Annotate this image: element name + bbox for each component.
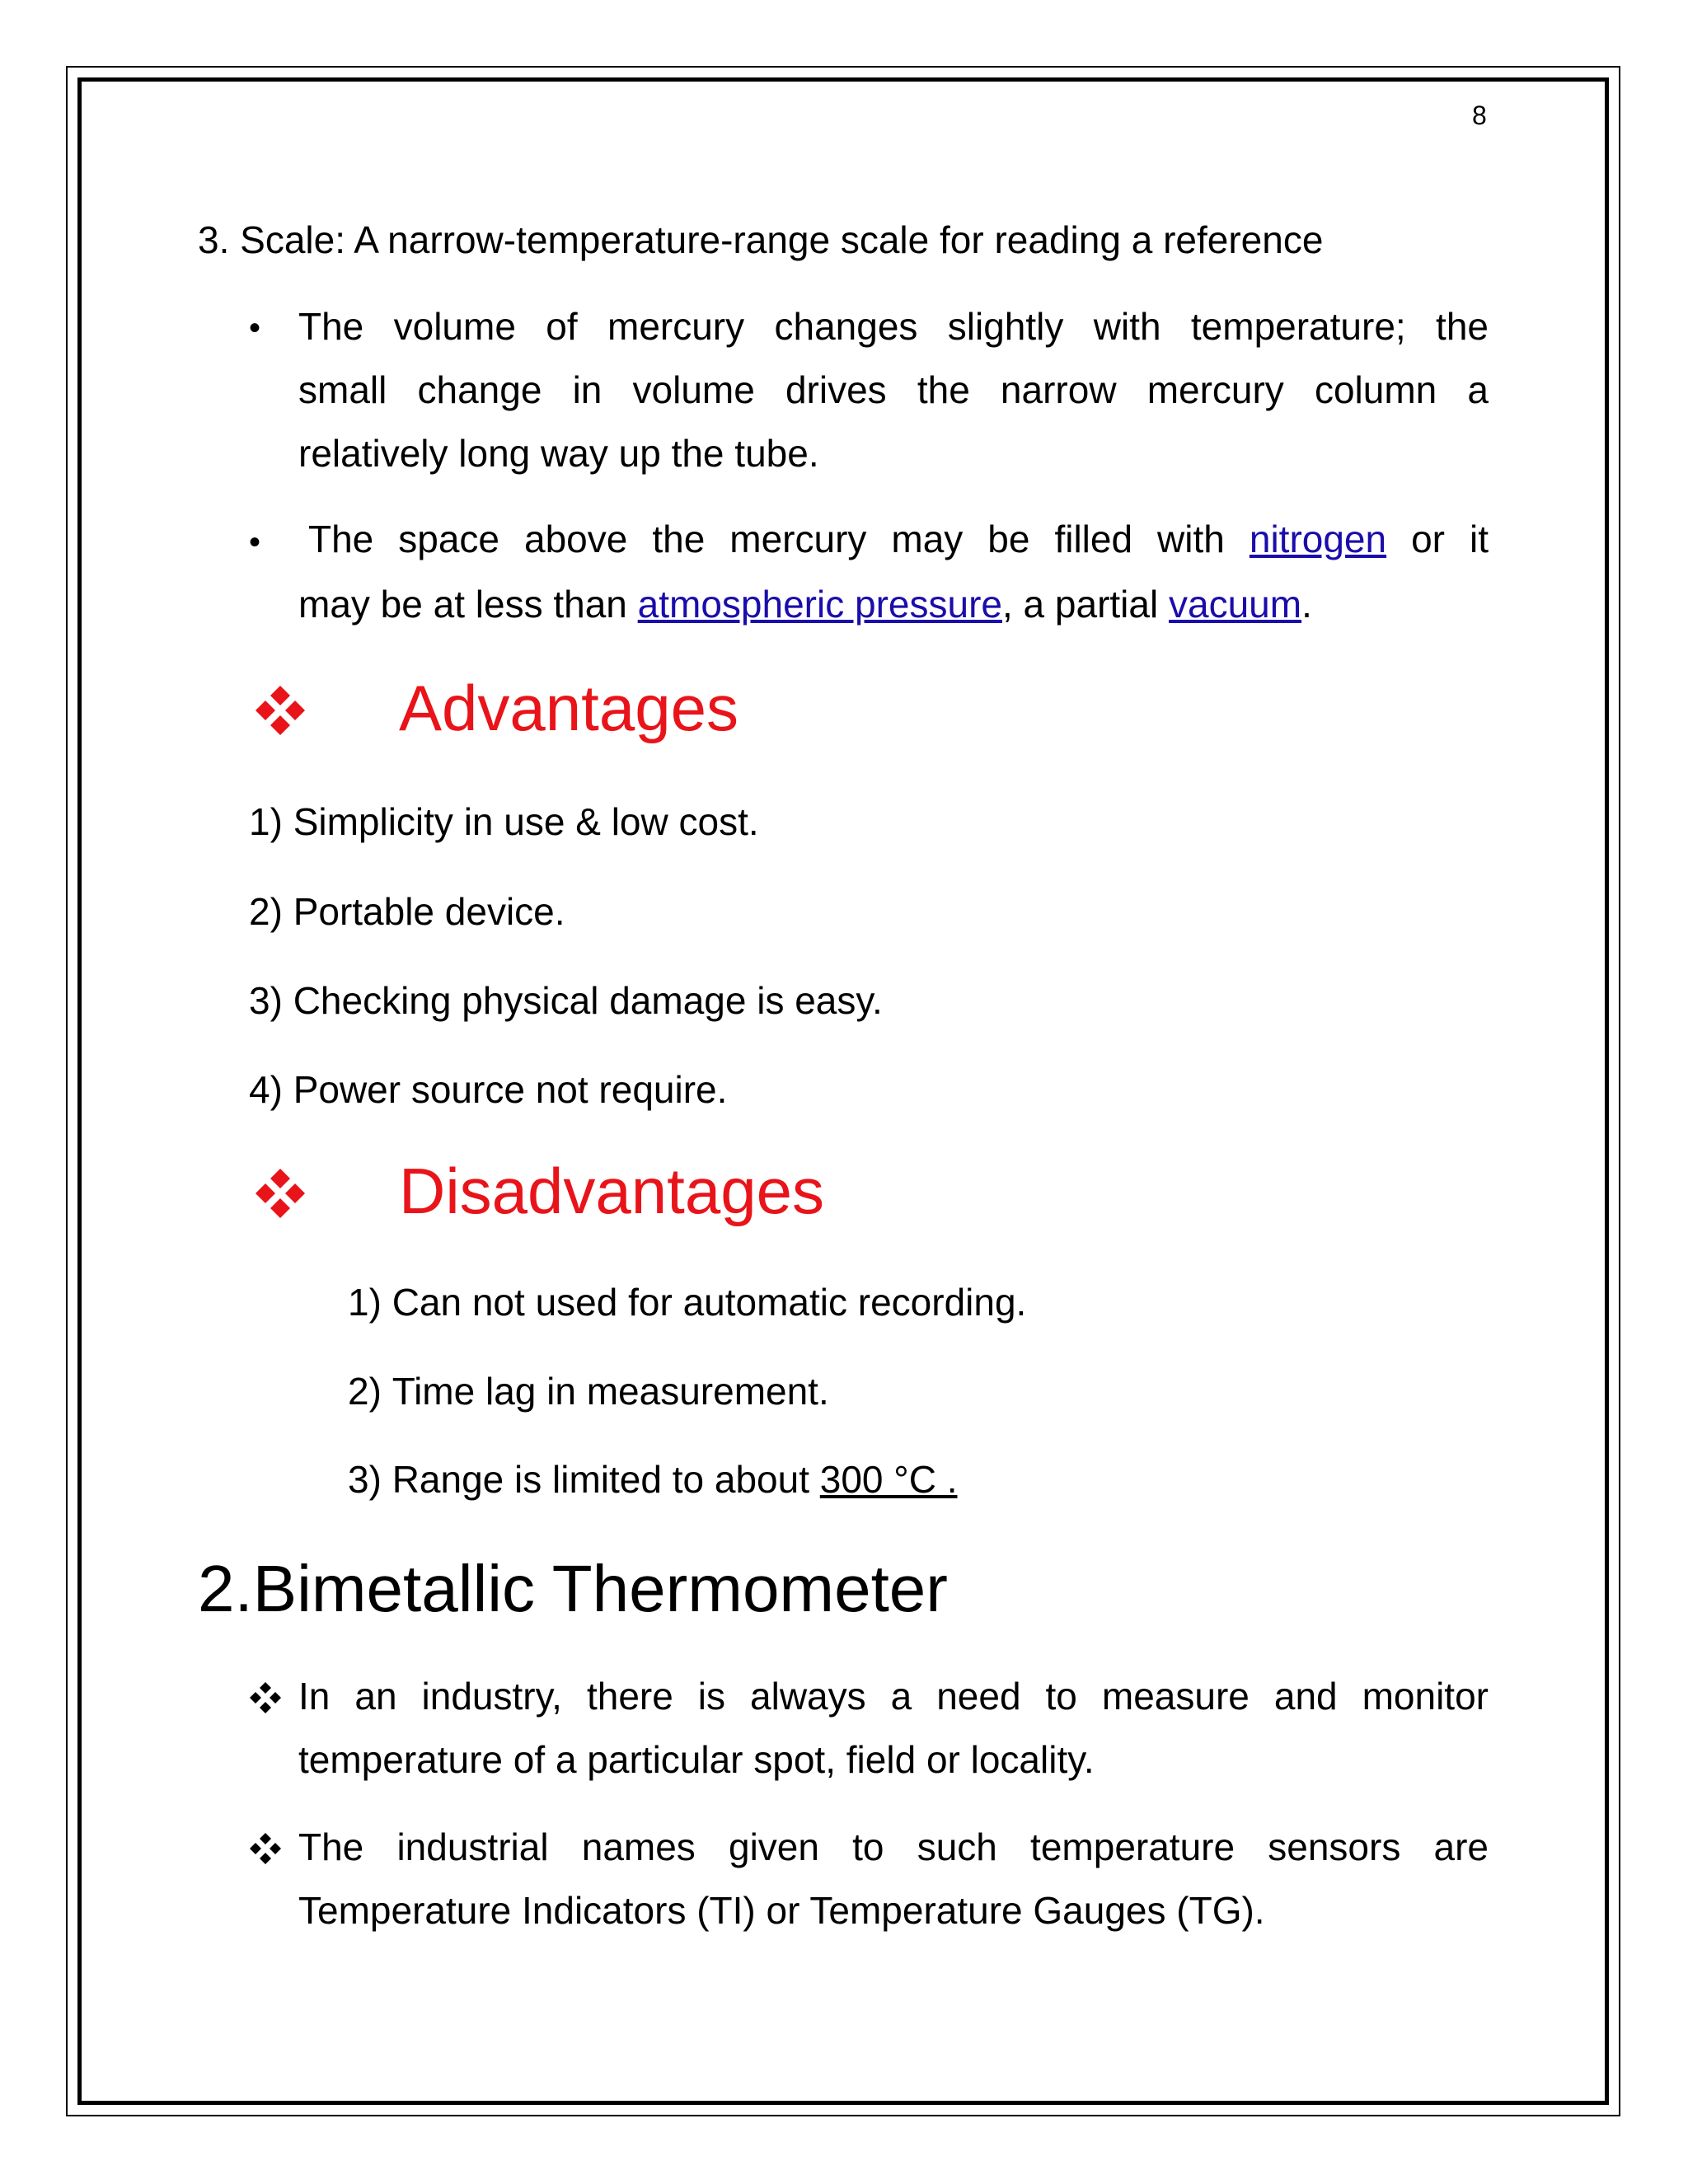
- scale-line: 3. Scale: A narrow-temperature-range scale for reading a reference: [198, 218, 1324, 261]
- list-item: 3) Checking physical damage is easy.: [249, 979, 883, 1022]
- list-item: 1) Can not used for automatic recording.: [348, 1281, 1027, 1324]
- bimetal-point-1: [298, 1665, 1489, 1792]
- four-diamond-icon: [254, 684, 307, 737]
- section-title: 2.Bimetallic Thermometer: [198, 1552, 948, 1625]
- four-diamond-icon: [249, 1832, 282, 1865]
- bullet-2-text-e: .: [1301, 583, 1312, 626]
- bullet-2-line-1: [308, 508, 1489, 571]
- bullet-2-text-c: may be at less than: [298, 583, 627, 626]
- page-number: 8: [1472, 101, 1487, 130]
- bimetal-point-2: [298, 1816, 1489, 1943]
- bullet-1-line-2: small change in volume drives the narrow mercury column a: [298, 368, 1489, 411]
- bimetal-point-2-line-2: Temperature Indicators (TI) or Temperature Gauges (TG).: [298, 1889, 1265, 1932]
- bimetal-point-1-line-2: temperature of a particular spot, field or locality.: [298, 1738, 1095, 1781]
- bimetal-point-2-line-1: The industrial names given to such temperature sensors are: [298, 1825, 1489, 1868]
- bullet-1-paragraph: [298, 295, 1489, 485]
- list-item: 3) Range is limited to about 300 °C .: [348, 1458, 958, 1501]
- temperature-limit: 300 °C .: [819, 1458, 958, 1501]
- bullet-dot: •: [249, 310, 261, 346]
- disadvantages-heading: Disadvantages: [399, 1155, 824, 1227]
- advantages-heading: Advantages: [399, 672, 738, 744]
- list-item: 4) Power source not require.: [249, 1068, 728, 1111]
- bullet-2-text-d: , a partial: [1001, 583, 1159, 626]
- four-diamond-icon: [254, 1167, 307, 1220]
- bullet-1-line-3: relatively long way up the tube.: [298, 432, 819, 475]
- atmospheric-pressure-link[interactable]: atmospheric pressure: [637, 583, 1002, 626]
- list-item: 2) Portable device.: [249, 890, 565, 933]
- list-item: 2) Time lag in measurement.: [348, 1370, 829, 1413]
- vacuum-link[interactable]: vacuum: [1168, 583, 1302, 626]
- bullet-dot: •: [249, 524, 261, 560]
- nitrogen-link[interactable]: nitrogen: [1249, 518, 1387, 560]
- list-item: 1) Simplicity in use & low cost.: [249, 800, 759, 843]
- bullet-2-text-a: The space above the mercury may be filled with: [308, 518, 1225, 560]
- four-diamond-icon: [249, 1681, 282, 1714]
- bimetal-point-1-line-1: In an industry, there is always a need to measure and monitor: [298, 1675, 1489, 1718]
- bullet-1-line-1: The volume of mercury changes slightly with temperature; the: [298, 305, 1489, 348]
- bullet-2-text-b: or it: [1411, 518, 1489, 560]
- bullet-2-line-2: [298, 583, 1312, 626]
